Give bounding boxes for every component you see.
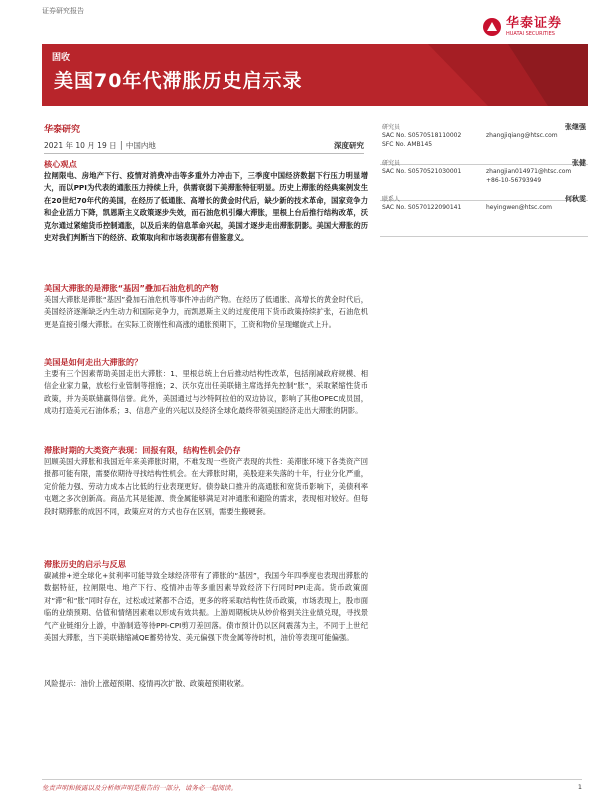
section-body: 拉闸限电、房地产下行、疫情对消费冲击等多重外力冲击下，三季度中国经济数据下行压力明显增大，而以PPI为代表的通胀压力持续上升，供需衰弱下美滞胀特征明显。历史上滞胀的经典案例发生在20世纪70年代的美国，在经历了低通胀、高增长的黄金时代后，缺少新的技术革命，国家竞争力和企业活力下降，凯恩斯主义政策逐步失效，而石油危机引爆大滞胀，里根上台后推行结构改革，沃克尔通过紧缩货币控制通胀，以及后来的信息革命兴起，美国才逐步走出滞胀阴影。美国大滞胀的历史对我们判断当下的经济、政策取向和市场表现都有借鉴意义。 — [44, 171, 368, 243]
analyst-phone: +86-10-56793949 — [486, 177, 542, 184]
section-heading: 美国是如何走出大滞胀的？ — [44, 357, 143, 367]
logo-text-cn: 华泰证券 — [506, 16, 563, 31]
section-body: 美国大滞胀是滞胀“基因”叠加石油危机等事件冲击的产物。在经历了低通胀、高增长的黄金时代后，美国经济逐渐缺乏内生动力和国际竞争力，而凯恩斯主义的过度使用下货币政策持续扩张，石油危机更是直接引爆大滞胀。在实际工资刚性和高涨的通胀预期下，工资和物价呈现螺旋式上升。 — [44, 295, 368, 329]
disclaimer: 免责声明和披露以及分析师声明是报告的一部分，请务必一起阅读。 — [42, 784, 237, 792]
analyst-email[interactable]: heyingwen@htsc.com — [486, 204, 553, 211]
top-label: 证券研究报告 — [42, 7, 84, 15]
analyst-name: 张继强 — [565, 123, 586, 131]
date-region: 2021 年 10 月 19 日 │ 中国内地 — [44, 141, 156, 150]
analyst-sac: SAC No. S0570518110002 — [382, 132, 462, 139]
section-3 — [44, 444, 368, 518]
analyst-role: 研究员 — [382, 124, 401, 131]
analyst-name: 张健 — [572, 159, 586, 167]
section-heading: 美国大滞胀的是滞胀“基因”叠加石油危机的产物 — [44, 283, 219, 293]
section-risk — [44, 678, 368, 690]
section-4 — [44, 558, 368, 644]
analyst-email[interactable]: zhangjiqiang@htsc.com — [486, 132, 558, 139]
section-heading: 滞胀时期的大类资产表现：回报有限，结构性机会仍存 — [44, 445, 241, 455]
analyst-sfc: SFC No. AMB145 — [382, 141, 433, 148]
logo-text-en: HUATAI SECURITIES — [506, 31, 555, 37]
section-1 — [44, 282, 368, 331]
report-title: 美国70年代滞胀历史启示录 — [54, 70, 303, 92]
analyst-role: 联系人 — [382, 196, 401, 203]
section-body: 碳减排+逆全球化+贫利率可能导致全球经济带有了滞胀的“基因”，我国今年四季度也表现出滞胀的数据特征，拉闸限电、地产下行、疫情冲击等多重因素导致经济下行同时PPI走高。货币政策面对“滞”和“胀”同时存在，过松或过紧都不合适，更多的将采取结构性货币政策，市场表现上，股市面临的业绩预期、估值和情绪因素难以形成有效共振。上游周期板块从炒价格到关注业绩兑现，寻找景气产业链细分上游，中游制造等待PPI-CPI剪刀差回落。债市预计仍以区间震荡为主，不同于上世纪美国大滞胀，当下美联储缩减QE蓄势待发、美元偏强下贵金属等待时机，油价等表现可能偏强。 — [44, 571, 368, 643]
huatai-logo — [482, 14, 594, 40]
analyst-name: 何秋雯 — [565, 195, 586, 203]
date-line — [44, 140, 364, 154]
analyst-sac: SAC No. S0570521030001 — [382, 168, 462, 175]
analyst-sac: SAC No. S0570122090141 — [382, 204, 462, 211]
footer — [42, 779, 582, 792]
section-core — [44, 158, 368, 244]
section-heading: 滞胀历史的启示与反思 — [44, 559, 126, 569]
analyst-role: 研究员 — [382, 160, 401, 167]
section-heading: 核心观点 — [44, 159, 77, 169]
section-body: 主要有三个因素帮助美国走出大滞胀：1、里根总统上台后推动结构性改革，包括削减政府规模、相信企业家力量，放松行业管制等措施；2、沃尔克出任美联储主席选择先控制“胀”，采取紧缩性货币政策，并为美联储赢得信誉。此外，美国通过与沙特阿拉伯的双边协议，影响了其他OPEC成员国，成功打造美元石油体系；3、信息产业的兴起以及经济全球化最终带领美国经济走出大滞胀的阴影。 — [44, 369, 368, 416]
risk-warning: 风险提示：油价上涨超预期、疫情再次扩散、政策超预期收紧。 — [44, 679, 249, 688]
title-banner — [42, 44, 588, 106]
huatai-logo-icon — [482, 17, 502, 37]
banner-decoration — [368, 44, 588, 106]
section-2 — [44, 356, 368, 418]
report-type: 深度研究 — [334, 141, 364, 150]
org-name: 华泰研究 — [44, 125, 81, 135]
analyst-email[interactable]: zhangjian014971@htsc.com — [486, 168, 572, 175]
category-tag: 固收 — [52, 53, 71, 63]
analyst-card — [380, 194, 588, 237]
page-number: 1 — [577, 783, 582, 791]
section-body: 回顾美国大滞胀和我国近年来美滞胀时期，不难发现一些资产表现的共性：美滞胀环境下各类资产回报都可能有限，需要依期待寻找结构性机会。在大滞胀时期，美股迎来失落的十年，行业分化严重，定价能力强、劳动力成本占比低的行业表现更好。债券缺口推升的高通胀和宽货币影响下，美债利率屯题之多次创新高。商品尤其是能源、贵金属能够满足对冲通胀和避险的需求，表现相对较好。但每段时期滞胀的成因不同，政策应对的方式也存在区别，需要生搬硬套。 — [44, 457, 368, 516]
